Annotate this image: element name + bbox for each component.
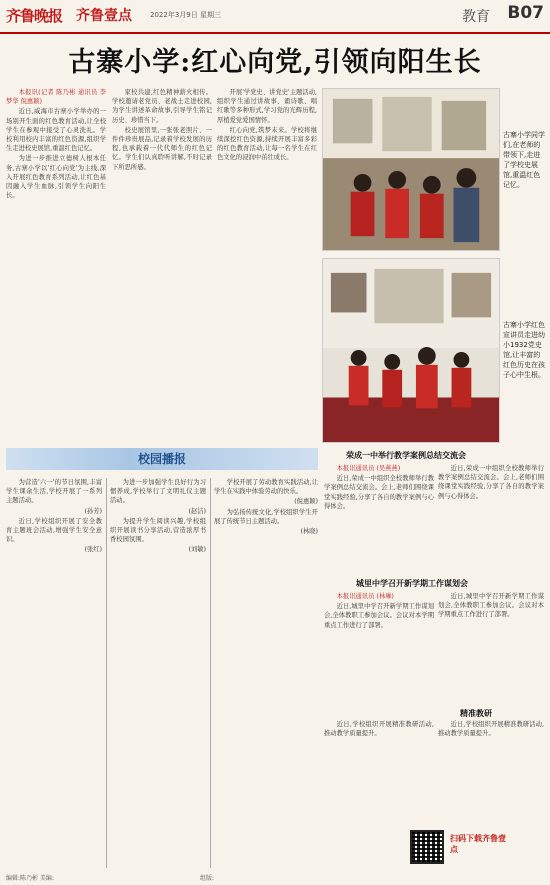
campus-news-signature: (刘敏) bbox=[188, 546, 206, 554]
article-4-column-1 bbox=[324, 720, 434, 825]
article-2-column-1 bbox=[324, 464, 434, 574]
article-3-column-1 bbox=[324, 592, 434, 702]
article-paragraph: 校史展馆里,一张张老照片、一件件珍贵展品,记录着学校发展的历程,也承载着一代代师生的红色记忆。学生们认真聆听讲解,不时记录下所思所感。 bbox=[112, 126, 212, 171]
article-paragraph: 家校共建,红色精神薪火相传。学校邀请老党员、老战士走进校园,为学生讲述革命故事,引导学生铭记历史、珍惜当下。 bbox=[112, 89, 212, 124]
campus-news-column-1 bbox=[6, 478, 102, 868]
app-download-promo: 扫码下载齐鲁壹点 bbox=[450, 834, 506, 854]
campus-news-signature: (倪惠颖) bbox=[294, 498, 318, 506]
article-2-paragraph: 近日,荣成一中组织全校教师举行教学案例总结交流会。会上,老师们围绕课堂实践经验,分享了各自的教学案例与心得体会。 bbox=[324, 475, 434, 510]
campus-news-item: 近日,学校组织开展了安全教育主题班会活动,增强学生安全意识。 bbox=[6, 517, 102, 544]
campus-news-item: 学校开展了劳动教育实践活动,让学生在实践中体验劳动的快乐。 bbox=[214, 479, 318, 496]
campus-news-item: 为营造'六一'的节日氛围,丰富学生课余生活,学校开展了一系列主题活动。 bbox=[6, 479, 102, 505]
article-column-2 bbox=[112, 88, 212, 440]
article-paragraph: 为进一步推进立德树人根本任务,古寨小学以'红心向党'为主线,深入开展红色教育系列活动,让红色基因融入学生血脉,引领学生向阳生长。 bbox=[6, 155, 106, 200]
article-column-1 bbox=[6, 88, 106, 440]
article-2-column-2 bbox=[438, 464, 544, 574]
article-column-3 bbox=[217, 88, 317, 440]
campus-news-item: 为提升学生阅读兴趣,学校组织开展读书分享活动,营造浓厚书香校园氛围。 bbox=[110, 517, 206, 544]
photo-students-visiting-history-hall bbox=[322, 88, 500, 251]
page-header bbox=[0, 0, 550, 34]
dateline: 2022年3月9日 星期三 bbox=[150, 11, 221, 19]
article-4-paragraph: 近日,学校组织开展精准教研活动,推动教学质量提升。 bbox=[324, 721, 434, 738]
article-2-headline: 荣成一中举行教学案例总结交流会 bbox=[346, 451, 466, 460]
campus-news-banner bbox=[6, 448, 318, 470]
column-divider bbox=[210, 478, 211, 868]
article-3-paragraph: 近日,城里中学召开新学期工作谋划会,全体教职工参加会议。会议对本学期重点工作进行了部署。 bbox=[324, 603, 434, 629]
section-label: 教育 bbox=[462, 9, 490, 25]
article-4-column-2 bbox=[438, 720, 544, 825]
photo-1-caption: 古寨小学同学们,在老师的带领下,走进了学校史展馆,重温红色记忆。 bbox=[503, 131, 545, 189]
photo-2-caption: 古寨小学红色宣讲员走进幼小1932党史馆,让丰富的红色历史在孩子心中生根。 bbox=[503, 321, 545, 379]
photo-students-at-party-history-museum bbox=[322, 258, 500, 443]
column-divider bbox=[106, 478, 107, 868]
campus-news-column-3 bbox=[214, 478, 318, 868]
article-3-column-2 bbox=[438, 592, 544, 702]
masthead-secondary-logo: 齐鲁壹点 bbox=[76, 8, 132, 24]
article-paragraph: 近日,威海市古寨小学举办的一场别开生面的红色教育活动,让全校学生在参观中接受了心灵洗礼。学校利用校内丰富的红色资源,组织学生走进校史展馆,重温红色记忆。 bbox=[6, 108, 106, 153]
article-4-headline: 精准教研 bbox=[460, 709, 492, 718]
article-paragraph: 红心向党,筑梦未来。学校将继续深挖红色资源,持续开展丰富多彩的红色教育活动,让每一名学生在红色文化的浸润中茁壮成长。 bbox=[217, 126, 317, 162]
article-paragraph: 开展'学党史、讲党史'主题活动,组织学生通过讲故事、诵诗歌、唱红歌等多种形式,学习党的光辉历程,厚植爱党爱国情怀。 bbox=[217, 89, 317, 124]
article-byline: 本报讯(记者 陈乃彬 通讯员 李梦华 倪惠颖) bbox=[6, 89, 106, 106]
campus-news-signature: (赵洁) bbox=[188, 507, 206, 515]
campus-news-signature: (张红) bbox=[84, 546, 102, 554]
article-2-byline: 本报讯通讯员 (吴燕燕) bbox=[336, 465, 401, 472]
layout-credits: 组版: bbox=[200, 875, 215, 882]
campus-news-item: 为进一步加强学生良好行为习惯养成,学校举行了文明礼仪主题活动。 bbox=[110, 479, 206, 505]
article-3-headline: 城里中学召开新学期工作谋划会 bbox=[356, 579, 468, 588]
article-2-paragraph-continued: 近日,荣成一中组织全校教师举行教学案例总结交流会。会上,老师们围绕课堂实践经验,分享了各自的教学案例与心得体会。 bbox=[438, 465, 544, 500]
campus-news-title: 校园播报 bbox=[137, 452, 186, 466]
article-4-paragraph-continued: 近日,学校组织开展精准教研活动,推动教学质量提升。 bbox=[438, 721, 544, 738]
campus-news-signature: (孙芳) bbox=[84, 507, 102, 515]
page-number: B07 bbox=[507, 3, 544, 23]
campus-news-signature: (林晓) bbox=[300, 528, 318, 536]
campus-news-column-2 bbox=[110, 478, 206, 868]
article-3-paragraph-continued: 近日,城里中学召开新学期工作谋划会,全体教职工参加会议。会议对本学期重点工作进行了部署。 bbox=[438, 593, 544, 619]
campus-news-item: 为弘扬传统文化,学校组织学生开展了传统节日主题活动。 bbox=[214, 508, 318, 525]
main-headline: 古寨小学:红心向党,引领向阳生长 bbox=[68, 47, 482, 78]
editor-credits: 编辑:陈乃彬 美编: bbox=[6, 875, 54, 882]
qr-code bbox=[410, 830, 444, 864]
masthead-logo: 齐鲁晚报 bbox=[6, 7, 63, 25]
article-3-byline: 本报讯通讯员 (林琳) bbox=[336, 593, 394, 600]
